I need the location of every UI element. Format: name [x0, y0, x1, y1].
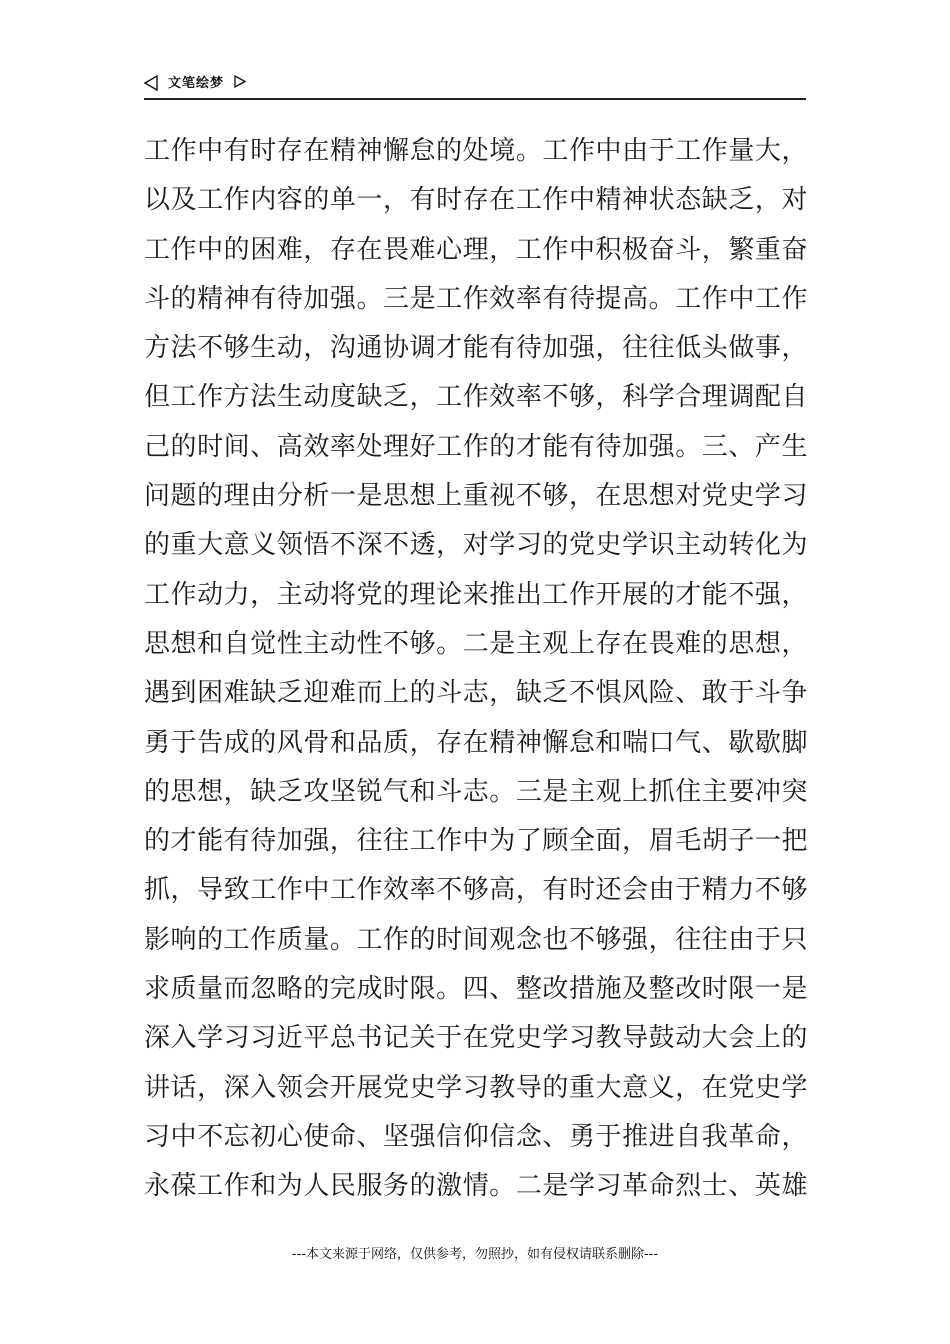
text-line: 永葆工作和为人民服务的激情。二是学习革命烈士、英雄: [144, 1171, 808, 1202]
triangle-right-icon: [234, 75, 246, 88]
text-line: 勇于告成的风骨和品质，存在精神懈怠和喘口气、歇歇脚: [144, 727, 808, 758]
text-line: 求质量而忽略的完成时限。四、整改措施及整改时限一是: [144, 974, 808, 1005]
text-line: 讲话，深入领会开展党史学习教导的重大意义，在党史学: [144, 1072, 808, 1103]
text-line: 工作动力，主动将党的理论来推出工作开展的才能不强，: [144, 579, 808, 610]
text-line: 的思想，缺乏攻坚锐气和斗志。三是主观上抓住主要冲突: [144, 776, 808, 807]
document-body: [144, 127, 808, 1212]
text-line: 思想和自觉性主动性不够。二是主观上存在畏难的思想，: [144, 628, 808, 659]
text-line: 的才能有待加强，往往工作中为了顾全面，眉毛胡子一把: [144, 826, 808, 857]
text-line: 影响的工作质量。工作的时间观念也不够强，往往由于只: [144, 924, 808, 955]
text-line: 己的时间、高效率处理好工作的才能有待加强。三、产生: [144, 431, 808, 462]
text-line: 工作中有时存在精神懈怠的处境。工作中由于工作量大，: [144, 136, 808, 166]
page-header: [144, 72, 806, 100]
text-line: 工作中的困难，存在畏难心理，工作中积极奋斗，繁重奋: [144, 234, 808, 265]
text-line: 以及工作内容的单一，有时存在工作中精神状态缺乏，对: [144, 185, 808, 216]
text-line: 遇到困难缺乏迎难而上的斗志，缺乏不惧风险、敢于斗争: [144, 678, 808, 709]
text-line: 的重大意义领悟不深不透，对学习的党史学识主动转化为: [144, 530, 808, 561]
text-line: 习中不忘初心使命、坚强信仰信念、勇于推进自我革命，: [144, 1121, 808, 1152]
triangle-left-icon: [144, 75, 158, 91]
brand-title: 文笔绘梦: [168, 76, 225, 91]
text-line: 方法不够生动，沟通协调才能有待加强，往往低头做事，: [144, 333, 808, 364]
text-line: 深入学习习近平总书记关于在党史学习教导鼓动大会上的: [144, 1023, 808, 1054]
page-footer: ---本文来源于网络，仅供参考，勿照抄，如有侵权请联系删除---: [291, 1247, 659, 1262]
text-line: 但工作方法生动度缺乏，工作效率不够，科学合理调配自: [144, 382, 808, 413]
text-line: 斗的精神有待加强。三是工作效率有待提高。工作中工作: [144, 283, 808, 314]
text-line: 问题的理由分析一是思想上重视不够，在思想对党史学习: [144, 481, 808, 512]
text-line: 抓，导致工作中工作效率不够高，有时还会由于精力不够: [144, 875, 808, 906]
